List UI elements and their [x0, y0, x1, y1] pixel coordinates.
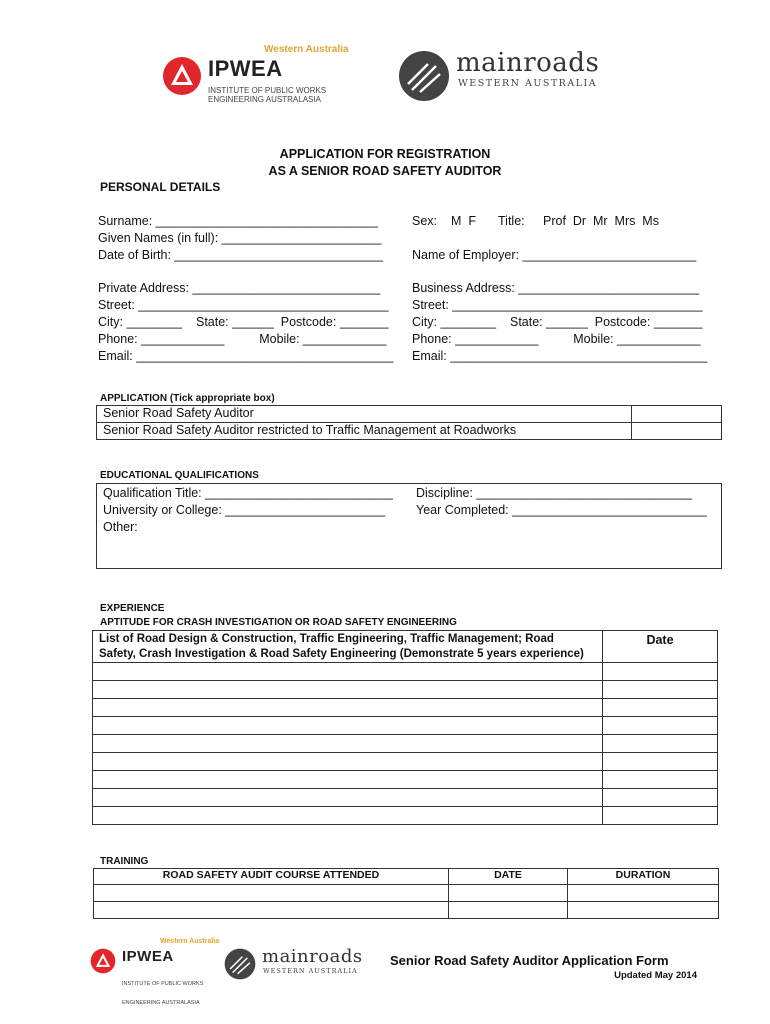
business-phone-field[interactable]: Phone: ____________ Mobile: ____________ [412, 332, 701, 346]
university-field[interactable]: University or College: _______________________ [103, 503, 386, 517]
experience-row[interactable] [93, 699, 718, 717]
application-option-label: Senior Road Safety Auditor [97, 406, 632, 423]
ipwea-logo [160, 42, 370, 112]
experience-row[interactable] [93, 807, 718, 825]
footer-mainroads-logo [224, 946, 374, 982]
ipwea-region: Western Australia [264, 44, 349, 55]
surname-field[interactable]: Surname: ________________________________ [98, 214, 379, 228]
footer-ipwea-sub1: INSTITUTE OF PUBLIC WORKS [122, 980, 204, 987]
experience-row[interactable] [93, 663, 718, 681]
title-options[interactable]: Prof Dr Mr Mrs Ms [543, 214, 659, 228]
business-city-field[interactable]: City: ________ State: ______ Postcode: _______ [412, 315, 703, 329]
experience-table [92, 630, 718, 825]
footer-ipwea-region: Western Australia [160, 938, 220, 945]
experience-row[interactable] [93, 771, 718, 789]
experience-row[interactable] [93, 681, 718, 699]
footer-mainroads-emblem-icon [224, 948, 256, 980]
training-col-duration: DURATION [568, 869, 719, 885]
training-heading: TRAINING [100, 856, 149, 867]
experience-row[interactable] [93, 789, 718, 807]
mainroads-name: mainroads [456, 48, 600, 78]
training-table [93, 868, 719, 919]
experience-row[interactable] [93, 753, 718, 771]
application-option-label: Senior Road Safety Auditor restricted to Traffic Management at Roadworks [97, 423, 632, 440]
given-names-field[interactable]: Given Names (in full): _______________________ [98, 231, 382, 245]
training-col-course: ROAD SAFETY AUDIT COURSE ATTENDED [94, 869, 449, 885]
dob-field[interactable]: Date of Birth: ______________________________ [98, 248, 383, 262]
footer-ipwea-sub2: ENGINEERING AUSTRALASIA [122, 999, 200, 1006]
application-row [97, 406, 722, 423]
private-phone-field[interactable]: Phone: ____________ Mobile: ____________ [98, 332, 387, 346]
footer-ipwea-triangle-icon [90, 948, 116, 974]
private-city-field[interactable]: City: ________ State: ______ Postcode: _______ [98, 315, 389, 329]
private-street-field[interactable]: Street: ____________________________________ [98, 298, 389, 312]
experience-col-description [93, 631, 603, 663]
ipwea-subtitle [208, 86, 326, 104]
title-label: Title: [498, 214, 525, 228]
application-row [97, 423, 722, 440]
education-heading: EDUCATIONAL QUALIFICATIONS [100, 470, 259, 481]
mainroads-subtitle: WESTERN AUSTRALIA [458, 78, 598, 89]
employer-field[interactable]: Name of Employer: _________________________ [412, 248, 697, 262]
mainroads-logo [398, 48, 618, 104]
discipline-field[interactable]: Discipline: _______________________________ [416, 486, 692, 500]
experience-row[interactable] [93, 717, 718, 735]
application-tick-box[interactable] [632, 406, 722, 423]
qualification-field[interactable]: Qualification Title: ___________________________ [103, 486, 393, 500]
footer-ipwea-subtitle [122, 968, 203, 1019]
sex-label: Sex: [412, 214, 438, 228]
ipwea-subtitle-line2: ENGINEERING AUSTRALASIA [208, 95, 321, 105]
ipwea-triangle-icon [162, 56, 202, 96]
experience-col-line1: List of Road Design & Construction, Traffic Engineering, Traffic Management; Road [99, 633, 554, 645]
footer-mainroads-subtitle: WESTERN AUSTRALIA [263, 967, 358, 975]
private-address-field[interactable]: Private Address: ___________________________ [98, 281, 381, 295]
form-title-line2: AS A SENIOR ROAD SAFETY AUDITOR [268, 164, 502, 178]
business-address-field[interactable]: Business Address: __________________________ [412, 281, 700, 295]
aptitude-heading: APTITUDE FOR CRASH INVESTIGATION OR ROAD SAFETY ENGINEERING [100, 617, 457, 628]
application-tick-box[interactable] [632, 423, 722, 440]
training-row[interactable] [94, 885, 719, 902]
business-street-field[interactable]: Street: ____________________________________ [412, 298, 703, 312]
experience-row[interactable] [93, 735, 718, 753]
footer-ipwea-logo [90, 938, 220, 1006]
experience-col-line2: Safety, Crash Investigation & Road Safety Engineering (Demonstrate 5 years experience) [99, 648, 584, 660]
application-table [96, 405, 722, 440]
year-completed-field[interactable]: Year Completed: ____________________________ [416, 503, 707, 517]
experience-heading: EXPERIENCE [100, 603, 165, 614]
training-col-date: DATE [449, 869, 568, 885]
ipwea-subtitle-line1: INSTITUTE OF PUBLIC WORKS [208, 86, 327, 95]
experience-header-row [93, 631, 718, 663]
form-title-line1: APPLICATION FOR REGISTRATION [279, 147, 491, 161]
personal-details-heading: PERSONAL DETAILS [100, 180, 221, 194]
ipwea-name: IPWEA [208, 56, 283, 81]
footer-mainroads-name: mainroads [262, 946, 363, 967]
training-header-row [94, 869, 719, 885]
other-field[interactable]: Other: [103, 520, 138, 534]
footer-form-title: Senior Road Safety Auditor Application Form [390, 953, 669, 968]
footer-ipwea-name: IPWEA [122, 948, 174, 965]
mainroads-emblem-icon [398, 50, 450, 102]
business-email-field[interactable]: Email: _____________________________________ [412, 349, 708, 363]
training-row[interactable] [94, 902, 719, 919]
private-email-field[interactable]: Email: _____________________________________ [98, 349, 394, 363]
experience-col-date: Date [603, 631, 718, 663]
application-heading: APPLICATION (Tick appropriate box) [100, 393, 275, 404]
sex-options[interactable]: M F [451, 214, 476, 228]
footer-updated: Updated May 2014 [614, 970, 697, 981]
